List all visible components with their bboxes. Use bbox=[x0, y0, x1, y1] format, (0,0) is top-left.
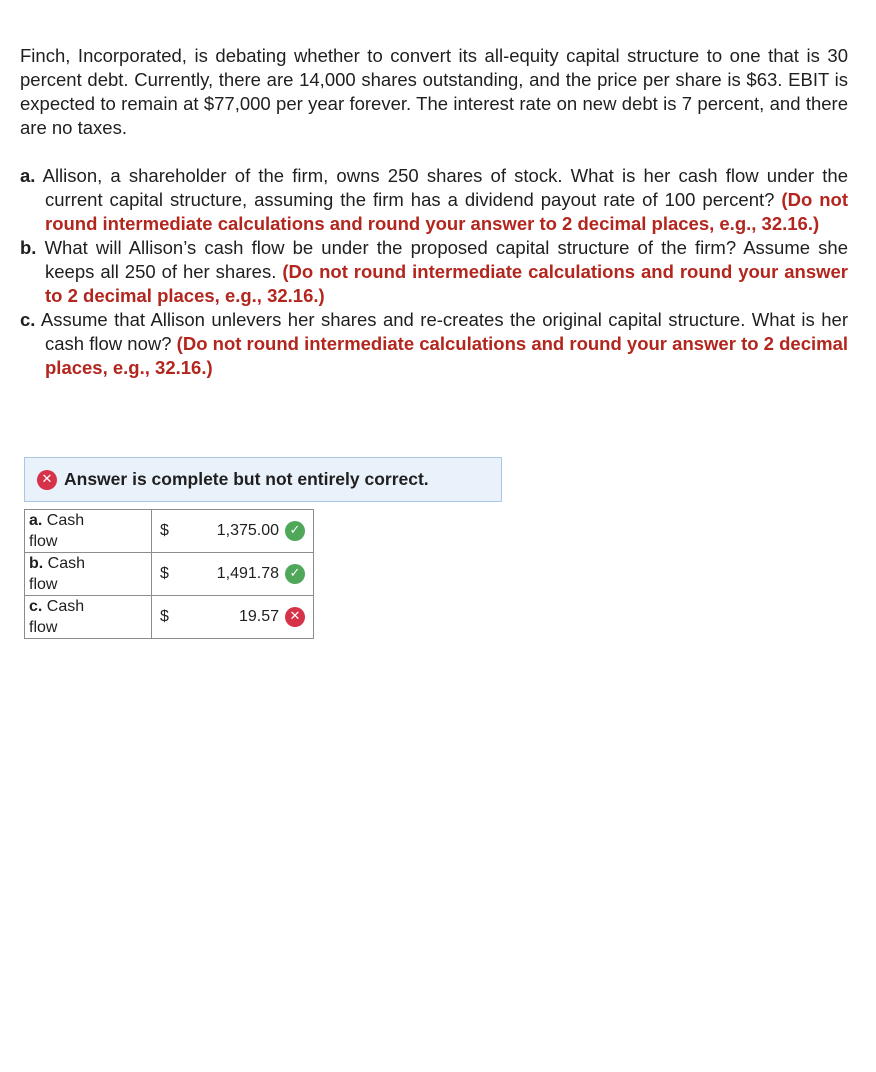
checkmark-icon: ✓ bbox=[285, 521, 305, 541]
answer-value: 1,375.00 bbox=[216, 522, 279, 539]
part-instruction: (Do not round intermediate calculations and round your answer to 2 decimal places, e.g., 32.16.) bbox=[45, 189, 848, 234]
x-circle-icon: ✕ bbox=[37, 470, 57, 490]
part-instruction: (Do not round intermediate calculations and round your answer to 2 decimal places, e.g., 32.16.) bbox=[45, 333, 849, 378]
answer-label-text: Cash bbox=[46, 598, 85, 615]
answer-input[interactable] bbox=[176, 596, 314, 639]
question-part-a bbox=[20, 164, 848, 236]
currency-symbol: $ bbox=[152, 553, 176, 596]
part-instruction: (Do not round intermediate calculations and round your answer to 2 decimal places, e.g., 32.16.) bbox=[45, 261, 848, 306]
currency-symbol: $ bbox=[152, 510, 176, 553]
answer-label-line2: flow bbox=[29, 576, 58, 593]
question-part-b bbox=[20, 236, 848, 308]
answer-letter: a. bbox=[29, 512, 43, 529]
answer-row-b bbox=[25, 553, 314, 596]
question-text bbox=[20, 44, 848, 380]
answer-label bbox=[25, 553, 152, 596]
part-text: Assume that Allison unlevers her shares and re-creates the original capital structure. What is her cash flow now? bbox=[40, 309, 848, 354]
answer-label-line2: flow bbox=[29, 533, 58, 550]
part-letter: c. bbox=[20, 309, 36, 330]
answer-letter: b. bbox=[29, 555, 44, 572]
answer-input[interactable] bbox=[176, 553, 314, 596]
answer-label bbox=[25, 510, 152, 553]
answer-row-a bbox=[25, 510, 314, 553]
answer-label-line2: flow bbox=[29, 619, 58, 636]
answer-label-text: Cash bbox=[47, 555, 86, 572]
answer-value: 19.57 bbox=[238, 608, 279, 625]
x-circle-icon: ✕ bbox=[285, 607, 305, 627]
answer-label bbox=[25, 596, 152, 639]
currency-symbol: $ bbox=[152, 596, 176, 639]
answer-value: 1,491.78 bbox=[216, 565, 279, 582]
question-part-c bbox=[20, 308, 848, 380]
part-letter: a. bbox=[20, 165, 36, 186]
question-intro: Finch, Incorporated, is debating whether to convert its all-equity capital structure to one that is 30 percent debt. Currently, there are 14,000 shares outstanding, and the price per share is $63. EBIT is expected to remain at $77,000 per year forever. The interest rate on new debt is 7 percent, and there are no taxes. bbox=[20, 45, 848, 138]
part-text: What will Allison’s cash flow be under the proposed capital structure of the firm? Assume she keeps all 250 of her shares. bbox=[44, 237, 848, 282]
question-parts bbox=[20, 164, 848, 380]
part-text: Allison, a shareholder of the firm, owns 250 shares of stock. What is her cash flow under the current capital structure, assuming the firm has a dividend payout rate of 100 percent? bbox=[42, 165, 849, 210]
answer-table bbox=[24, 509, 314, 639]
answer-row-c bbox=[25, 596, 314, 639]
answer-input[interactable] bbox=[176, 510, 314, 553]
answer-letter: c. bbox=[29, 598, 43, 615]
result-banner-text: Answer is complete but not entirely correct. bbox=[64, 469, 429, 489]
result-banner bbox=[24, 457, 502, 502]
answer-label-text: Cash bbox=[46, 512, 85, 529]
checkmark-icon: ✓ bbox=[285, 564, 305, 584]
part-letter: b. bbox=[20, 237, 37, 258]
